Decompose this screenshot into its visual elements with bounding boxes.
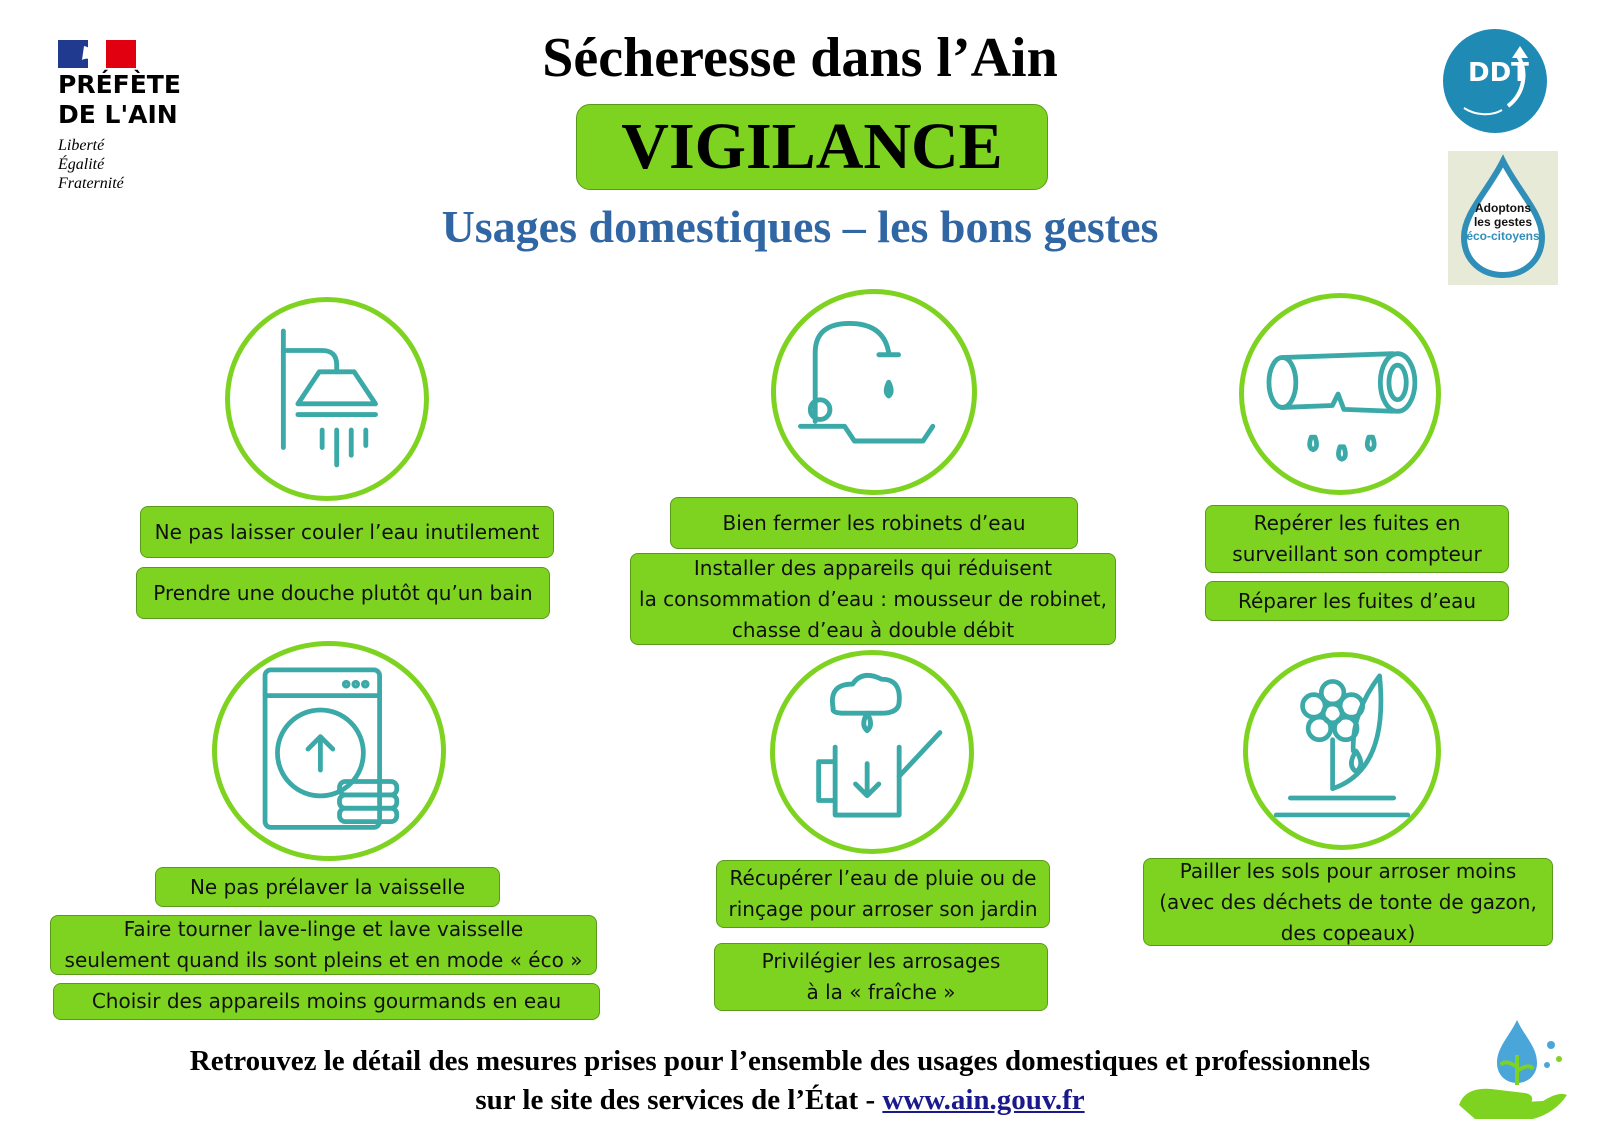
eco-line1: Adoptons [1475,201,1531,215]
republic-motto [58,136,124,193]
washing-machine-icon [217,646,441,856]
plant-icon [1248,657,1436,845]
watering-can-icon [775,655,969,849]
footer-line1: Retrouvez le détail des mesures prises pour l’ensemble des usages domestiques et professionnels [189,1045,1371,1077]
eco-line3: éco-citoyens [1466,229,1540,243]
leaking-pipe-icon [1244,298,1436,490]
tap-circle [771,289,977,495]
shower-circle [225,297,429,501]
tip-close-taps: Bien fermer les robinets d’eau [670,497,1078,549]
tap-icon [776,294,972,490]
shower-icon [230,302,424,496]
ddt-logo [1442,28,1548,134]
prefecture-name-line2: DE L'AIN [58,100,178,129]
tip-water-cool-hours: Privilégier les arrosages à la « fraîche » [714,943,1048,1011]
tip-mulch-soil: Pailler les sols pour arroser moins (avec des déchets de tonte de gazon, des copeaux) [1143,858,1553,946]
vigilance-badge: VIGILANCE [576,104,1048,190]
pipe-circle [1239,293,1441,495]
motto-fraternite: Fraternité [58,175,124,192]
motto-liberte: Liberté [58,137,105,154]
page-title: Sécheresse dans l’Ain [542,27,1058,89]
hand-drop-icon [1455,1015,1575,1125]
ddt-label: DDT [1468,58,1529,88]
motto-egalite: Égalité [58,156,105,173]
footer-line2 [0,1084,1560,1117]
tip-efficient-appliances: Choisir des appareils moins gourmands en eau [53,983,600,1020]
tip-collect-rainwater: Récupérer l’eau de pluie ou de rinçage pour arroser son jardin [716,860,1050,928]
tip-full-eco-mode: Faire tourner lave-linge et lave vaisselle seulement quand ils sont pleins et en mode « éco » [50,915,597,975]
tip-check-meter: Repérer les fuites en surveillant son compteur [1205,505,1509,573]
tip-install-savers: Installer des appareils qui réduisent la consommation d’eau : mousseur de robinet, chasse d’eau à double débit [630,553,1116,645]
tip-no-running-water: Ne pas laisser couler l’eau inutilement [140,506,554,558]
tip-repair-leaks: Réparer les fuites d’eau [1205,581,1509,621]
website-link[interactable]: www.ain.gouv.fr [882,1084,1085,1116]
page-subtitle: Usages domestiques – les bons gestes [441,201,1159,252]
tip-shower-not-bath: Prendre une douche plutôt qu’un bain [136,567,550,619]
footer-line2-text: sur le site des services de l’État - [475,1084,883,1116]
rain-circle [770,650,974,854]
tip-no-prewash: Ne pas prélaver la vaisselle [155,867,500,907]
mulch-circle [1243,652,1441,850]
eco-line2: les gestes [1473,215,1533,229]
washer-circle [212,641,446,861]
prefecture-name-line1: PRÉFÈTE [58,70,181,99]
eco-citizen-logo [1448,151,1558,285]
